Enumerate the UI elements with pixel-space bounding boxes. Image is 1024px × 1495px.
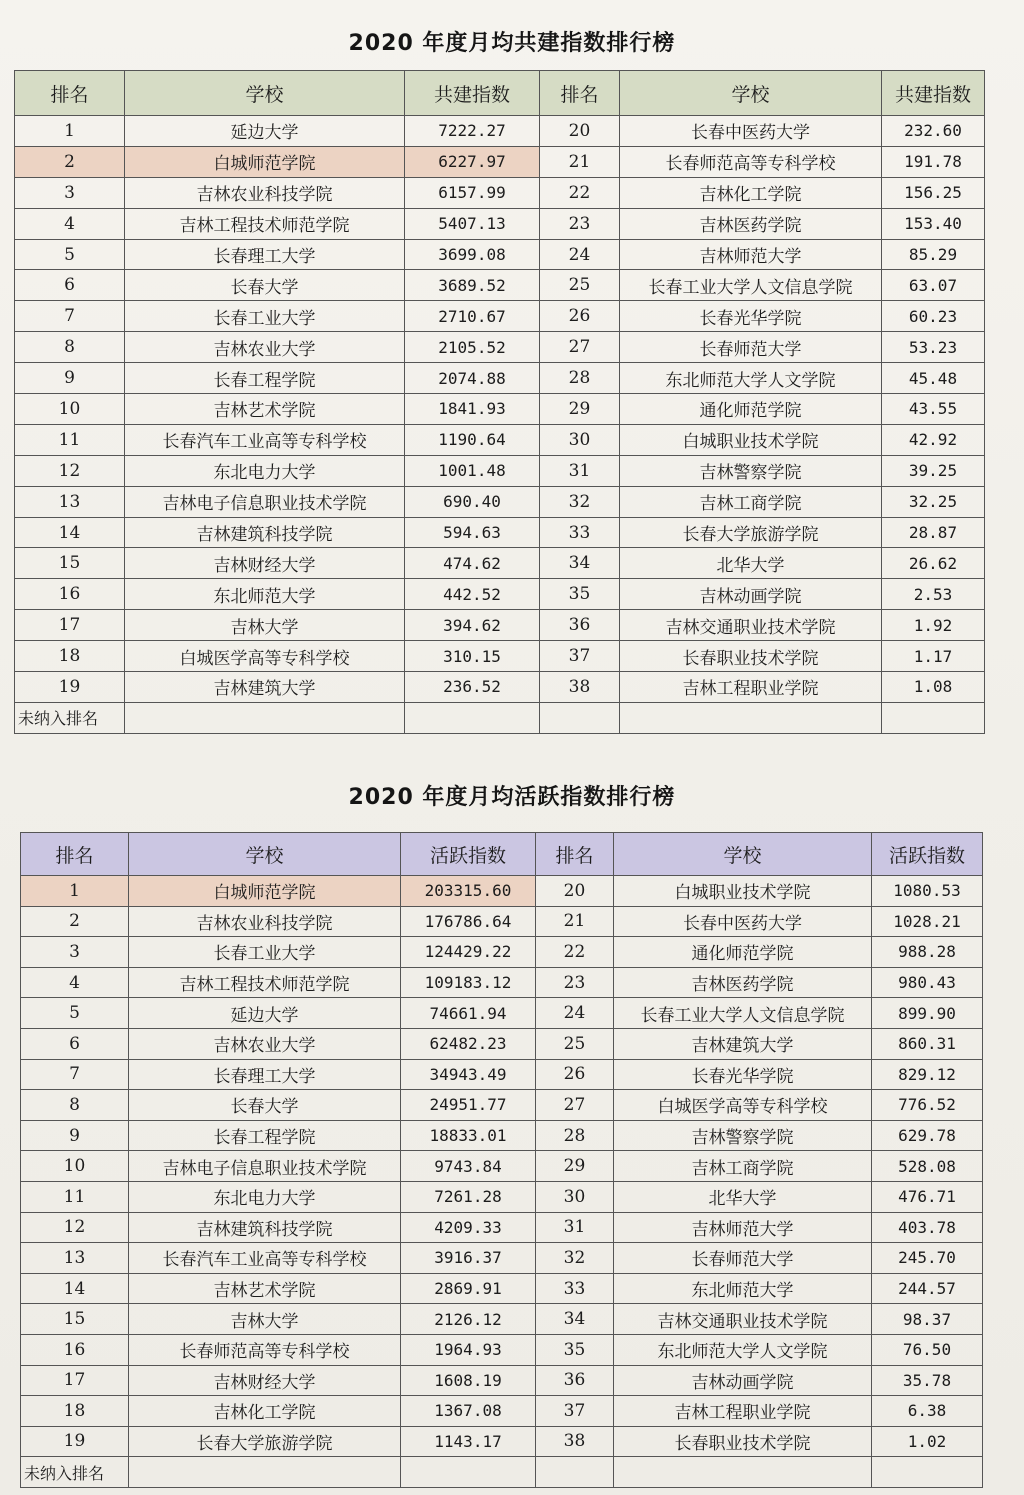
table-row [15, 301, 985, 332]
index-cell: 236.52 [405, 672, 540, 703]
table-row [21, 937, 983, 968]
index-cell: 1080.53 [872, 876, 983, 907]
school-cell: 长春中医药大学 [614, 906, 872, 937]
index-cell: 1.17 [882, 641, 985, 672]
rank-cell: 22 [540, 177, 620, 208]
school-cell: 吉林财经大学 [125, 548, 405, 579]
rank-cell: 25 [536, 1028, 614, 1059]
empty-cell [401, 1457, 536, 1488]
table-row [21, 1365, 983, 1396]
table-row [21, 1059, 983, 1090]
index-cell: 24951.77 [401, 1090, 536, 1121]
school-cell: 通化师范学院 [614, 937, 872, 968]
rank-cell: 1 [21, 876, 129, 907]
index-cell: 1367.08 [401, 1396, 536, 1427]
school-cell: 吉林工程职业学院 [614, 1396, 872, 1427]
school-cell: 白城医学高等专科学校 [125, 641, 405, 672]
rank-cell: 32 [536, 1243, 614, 1274]
school-cell: 吉林交通职业技术学院 [614, 1304, 872, 1335]
table-row [21, 1212, 983, 1243]
index-cell: 1.02 [872, 1426, 983, 1457]
rank-cell: 3 [21, 937, 129, 968]
school-cell: 长春工程学院 [129, 1120, 401, 1151]
rank-cell: 10 [21, 1151, 129, 1182]
table-row [15, 610, 985, 641]
index-cell: 980.43 [872, 967, 983, 998]
table-row [21, 1273, 983, 1304]
school-cell: 北华大学 [614, 1181, 872, 1212]
school-cell: 吉林建筑大学 [125, 672, 405, 703]
school-cell: 长春大学 [129, 1090, 401, 1121]
empty-cell [620, 702, 882, 733]
rank-cell: 9 [21, 1120, 129, 1151]
table-row [21, 1090, 983, 1121]
index-cell: 403.78 [872, 1212, 983, 1243]
rank-cell: 6 [15, 270, 125, 301]
index-cell: 45.48 [882, 363, 985, 394]
empty-cell [872, 1457, 983, 1488]
rank-cell: 10 [15, 394, 125, 425]
school-cell: 吉林建筑科技学院 [129, 1212, 401, 1243]
header-school: 学校 [129, 833, 401, 876]
table-header-row [21, 833, 983, 876]
index-cell: 1190.64 [405, 424, 540, 455]
rank-cell: 30 [536, 1181, 614, 1212]
school-cell: 东北师范大学人文学院 [614, 1334, 872, 1365]
school-cell: 白城职业技术学院 [620, 424, 882, 455]
rank-cell: 35 [536, 1334, 614, 1365]
table-row [15, 579, 985, 610]
index-cell: 124429.22 [401, 937, 536, 968]
rank-cell: 18 [15, 641, 125, 672]
rank-cell: 24 [540, 239, 620, 270]
table-row [15, 672, 985, 703]
rank-cell: 13 [21, 1243, 129, 1274]
index-cell: 1964.93 [401, 1334, 536, 1365]
rank-cell: 2 [15, 146, 125, 177]
rank-cell: 16 [21, 1334, 129, 1365]
index-cell: 3689.52 [405, 270, 540, 301]
school-cell: 白城师范学院 [125, 146, 405, 177]
school-cell: 长春职业技术学院 [620, 641, 882, 672]
header-school: 学校 [614, 833, 872, 876]
school-cell: 北华大学 [620, 548, 882, 579]
school-cell: 东北师范大学人文学院 [620, 363, 882, 394]
activity-index-table [20, 832, 983, 1488]
index-cell: 176786.64 [401, 906, 536, 937]
rank-cell: 31 [536, 1212, 614, 1243]
index-cell: 53.23 [882, 332, 985, 363]
index-cell: 42.92 [882, 424, 985, 455]
table-row [15, 208, 985, 239]
rank-cell: 19 [15, 672, 125, 703]
index-cell: 594.63 [405, 517, 540, 548]
school-cell: 吉林艺术学院 [125, 394, 405, 425]
header-index: 活跃指数 [872, 833, 983, 876]
rank-cell: 34 [540, 548, 620, 579]
rank-cell: 5 [15, 239, 125, 270]
rank-cell: 13 [15, 486, 125, 517]
header-index: 活跃指数 [401, 833, 536, 876]
rank-cell: 7 [21, 1059, 129, 1090]
school-cell: 通化师范学院 [620, 394, 882, 425]
school-cell: 吉林工程技术师范学院 [129, 967, 401, 998]
rank-cell: 8 [21, 1090, 129, 1121]
empty-cell [536, 1457, 614, 1488]
school-cell: 长春汽车工业高等专科学校 [129, 1243, 401, 1274]
empty-cell [882, 702, 985, 733]
index-cell: 4209.33 [401, 1212, 536, 1243]
school-cell: 长春师范大学 [614, 1243, 872, 1274]
school-cell: 白城师范学院 [129, 876, 401, 907]
rank-cell: 36 [540, 610, 620, 641]
table-row [15, 455, 985, 486]
index-cell: 776.52 [872, 1090, 983, 1121]
school-cell: 吉林工商学院 [620, 486, 882, 517]
index-cell: 442.52 [405, 579, 540, 610]
school-cell: 吉林农业科技学院 [129, 906, 401, 937]
rank-cell: 27 [536, 1090, 614, 1121]
rank-cell: 12 [15, 455, 125, 486]
rank-cell: 23 [540, 208, 620, 239]
school-cell: 长春汽车工业高等专科学校 [125, 424, 405, 455]
school-cell: 长春光华学院 [620, 301, 882, 332]
rank-cell: 36 [536, 1365, 614, 1396]
index-cell: 153.40 [882, 208, 985, 239]
index-cell: 1143.17 [401, 1426, 536, 1457]
header-index: 共建指数 [882, 71, 985, 116]
index-cell: 394.62 [405, 610, 540, 641]
rank-cell: 15 [15, 548, 125, 579]
school-cell: 吉林警察学院 [620, 455, 882, 486]
index-cell: 203315.60 [401, 876, 536, 907]
school-cell: 长春理工大学 [125, 239, 405, 270]
index-cell: 2074.88 [405, 363, 540, 394]
school-cell: 长春大学 [125, 270, 405, 301]
school-cell: 吉林警察学院 [614, 1120, 872, 1151]
rank-cell: 4 [21, 967, 129, 998]
table-row [21, 1334, 983, 1365]
rank-cell: 29 [540, 394, 620, 425]
index-cell: 9743.84 [401, 1151, 536, 1182]
school-cell: 吉林电子信息职业技术学院 [125, 486, 405, 517]
index-cell: 6157.99 [405, 177, 540, 208]
index-cell: 35.78 [872, 1365, 983, 1396]
index-cell: 244.57 [872, 1273, 983, 1304]
table-row [21, 906, 983, 937]
table-row [21, 1304, 983, 1335]
index-cell: 63.07 [882, 270, 985, 301]
school-cell: 延边大学 [129, 998, 401, 1029]
index-cell: 690.40 [405, 486, 540, 517]
index-cell: 1028.21 [872, 906, 983, 937]
rank-cell: 35 [540, 579, 620, 610]
rank-cell: 11 [15, 424, 125, 455]
rank-cell: 21 [536, 906, 614, 937]
index-cell: 2.53 [882, 579, 985, 610]
index-cell: 1841.93 [405, 394, 540, 425]
school-cell: 长春工业大学 [125, 301, 405, 332]
header-school: 学校 [125, 71, 405, 116]
rank-cell: 38 [540, 672, 620, 703]
school-cell: 延边大学 [125, 116, 405, 147]
rank-cell: 7 [15, 301, 125, 332]
school-cell: 长春师范大学 [620, 332, 882, 363]
empty-cell [405, 702, 540, 733]
school-cell: 吉林大学 [129, 1304, 401, 1335]
index-cell: 2710.67 [405, 301, 540, 332]
school-cell: 吉林农业大学 [125, 332, 405, 363]
rank-cell: 22 [536, 937, 614, 968]
rank-cell: 23 [536, 967, 614, 998]
table-row [21, 1028, 983, 1059]
school-cell: 吉林交通职业技术学院 [620, 610, 882, 641]
table-row [15, 517, 985, 548]
index-cell: 1001.48 [405, 455, 540, 486]
table-row [15, 177, 985, 208]
index-cell: 2105.52 [405, 332, 540, 363]
table2-title: 2020 年度月均活跃指数排行榜 [348, 785, 676, 810]
rank-cell: 17 [15, 610, 125, 641]
index-cell: 34943.49 [401, 1059, 536, 1090]
index-cell: 829.12 [872, 1059, 983, 1090]
rank-cell: 8 [15, 332, 125, 363]
index-cell: 6.38 [872, 1396, 983, 1427]
empty-cell [614, 1457, 872, 1488]
rank-cell: 26 [540, 301, 620, 332]
table-row [21, 876, 983, 907]
school-cell: 吉林建筑大学 [614, 1028, 872, 1059]
school-cell: 东北师范大学 [125, 579, 405, 610]
header-rank: 排名 [15, 71, 125, 116]
rank-cell: 28 [536, 1120, 614, 1151]
rank-cell: 33 [540, 517, 620, 548]
table-row [15, 116, 985, 147]
index-cell: 191.78 [882, 146, 985, 177]
school-cell: 东北电力大学 [129, 1181, 401, 1212]
school-cell: 吉林电子信息职业技术学院 [129, 1151, 401, 1182]
rank-cell: 37 [540, 641, 620, 672]
rank-cell: 33 [536, 1273, 614, 1304]
header-rank: 排名 [21, 833, 129, 876]
table-row [21, 1181, 983, 1212]
rank-cell: 6 [21, 1028, 129, 1059]
school-cell: 长春工业大学 [129, 937, 401, 968]
index-cell: 860.31 [872, 1028, 983, 1059]
index-cell: 528.08 [872, 1151, 983, 1182]
school-cell: 东北师范大学 [614, 1273, 872, 1304]
table-row [15, 239, 985, 270]
unranked-row [21, 1457, 983, 1488]
index-cell: 899.90 [872, 998, 983, 1029]
rank-cell: 1 [15, 116, 125, 147]
table1-title: 2020 年度月均共建指数排行榜 [348, 31, 676, 56]
rank-cell: 25 [540, 270, 620, 301]
rank-cell: 16 [15, 579, 125, 610]
index-cell: 5407.13 [405, 208, 540, 239]
school-cell: 吉林医药学院 [614, 967, 872, 998]
school-cell: 长春中医药大学 [620, 116, 882, 147]
rank-cell: 24 [536, 998, 614, 1029]
table-row [15, 332, 985, 363]
header-index: 共建指数 [405, 71, 540, 116]
school-cell: 吉林工程职业学院 [620, 672, 882, 703]
table-row [21, 1151, 983, 1182]
index-cell: 474.62 [405, 548, 540, 579]
table-row [21, 1396, 983, 1427]
index-cell: 85.29 [882, 239, 985, 270]
school-cell: 长春大学旅游学院 [620, 517, 882, 548]
rank-cell: 31 [540, 455, 620, 486]
index-cell: 7222.27 [405, 116, 540, 147]
rank-cell: 30 [540, 424, 620, 455]
co-construction-index-table [14, 70, 985, 734]
index-cell: 18833.01 [401, 1120, 536, 1151]
index-cell: 3699.08 [405, 239, 540, 270]
index-cell: 245.70 [872, 1243, 983, 1274]
index-cell: 26.62 [882, 548, 985, 579]
school-cell: 长春光华学院 [614, 1059, 872, 1090]
table-row [21, 998, 983, 1029]
empty-cell [129, 1457, 401, 1488]
school-cell: 吉林动画学院 [620, 579, 882, 610]
table-row [15, 486, 985, 517]
school-cell: 长春工业大学人文信息学院 [620, 270, 882, 301]
index-cell: 629.78 [872, 1120, 983, 1151]
index-cell: 310.15 [405, 641, 540, 672]
rank-cell: 2 [21, 906, 129, 937]
rank-cell: 4 [15, 208, 125, 239]
school-cell: 吉林建筑科技学院 [125, 517, 405, 548]
unranked-label: 未纳入排名 [15, 702, 125, 733]
school-cell: 白城职业技术学院 [614, 876, 872, 907]
index-cell: 156.25 [882, 177, 985, 208]
rank-cell: 19 [21, 1426, 129, 1457]
index-cell: 74661.94 [401, 998, 536, 1029]
index-cell: 2869.91 [401, 1273, 536, 1304]
table-row [21, 1243, 983, 1274]
school-cell: 长春理工大学 [129, 1059, 401, 1090]
school-cell: 长春工业大学人文信息学院 [614, 998, 872, 1029]
empty-cell [125, 702, 405, 733]
school-cell: 吉林动画学院 [614, 1365, 872, 1396]
index-cell: 60.23 [882, 301, 985, 332]
index-cell: 43.55 [882, 394, 985, 425]
school-cell: 吉林化工学院 [129, 1396, 401, 1427]
index-cell: 988.28 [872, 937, 983, 968]
header-rank: 排名 [536, 833, 614, 876]
rank-cell: 26 [536, 1059, 614, 1090]
rank-cell: 17 [21, 1365, 129, 1396]
index-cell: 39.25 [882, 455, 985, 486]
school-cell: 吉林艺术学院 [129, 1273, 401, 1304]
school-cell: 长春师范高等专科学校 [129, 1334, 401, 1365]
table-row [21, 1426, 983, 1457]
index-cell: 28.87 [882, 517, 985, 548]
rank-cell: 20 [540, 116, 620, 147]
unranked-row [15, 702, 985, 733]
index-cell: 476.71 [872, 1181, 983, 1212]
index-cell: 1608.19 [401, 1365, 536, 1396]
school-cell: 吉林农业科技学院 [125, 177, 405, 208]
rank-cell: 14 [21, 1273, 129, 1304]
table-row [21, 1120, 983, 1151]
school-cell: 东北电力大学 [125, 455, 405, 486]
rank-cell: 28 [540, 363, 620, 394]
index-cell: 7261.28 [401, 1181, 536, 1212]
table-row [15, 363, 985, 394]
index-cell: 76.50 [872, 1334, 983, 1365]
school-cell: 吉林师范大学 [620, 239, 882, 270]
rank-cell: 29 [536, 1151, 614, 1182]
table-row [15, 270, 985, 301]
index-cell: 1.08 [882, 672, 985, 703]
header-rank: 排名 [540, 71, 620, 116]
school-cell: 长春大学旅游学院 [129, 1426, 401, 1457]
school-cell: 吉林大学 [125, 610, 405, 641]
rank-cell: 5 [21, 998, 129, 1029]
table-header-row [15, 71, 985, 116]
rank-cell: 20 [536, 876, 614, 907]
school-cell: 白城医学高等专科学校 [614, 1090, 872, 1121]
rank-cell: 37 [536, 1396, 614, 1427]
rank-cell: 11 [21, 1181, 129, 1212]
rank-cell: 21 [540, 146, 620, 177]
index-cell: 6227.97 [405, 146, 540, 177]
rank-cell: 15 [21, 1304, 129, 1335]
table-row [15, 641, 985, 672]
school-cell: 长春工程学院 [125, 363, 405, 394]
index-cell: 98.37 [872, 1304, 983, 1335]
table-row [15, 548, 985, 579]
school-cell: 吉林农业大学 [129, 1028, 401, 1059]
school-cell: 长春职业技术学院 [614, 1426, 872, 1457]
rank-cell: 18 [21, 1396, 129, 1427]
school-cell: 吉林工程技术师范学院 [125, 208, 405, 239]
index-cell: 3916.37 [401, 1243, 536, 1274]
rank-cell: 38 [536, 1426, 614, 1457]
index-cell: 1.92 [882, 610, 985, 641]
table-row [15, 146, 985, 177]
school-cell: 吉林医药学院 [620, 208, 882, 239]
rank-cell: 14 [15, 517, 125, 548]
rank-cell: 27 [540, 332, 620, 363]
rank-cell: 3 [15, 177, 125, 208]
rank-cell: 12 [21, 1212, 129, 1243]
school-cell: 吉林财经大学 [129, 1365, 401, 1396]
table-row [15, 424, 985, 455]
rank-cell: 9 [15, 363, 125, 394]
rank-cell: 32 [540, 486, 620, 517]
school-cell: 吉林工商学院 [614, 1151, 872, 1182]
table-row [15, 394, 985, 425]
empty-cell [540, 702, 620, 733]
index-cell: 2126.12 [401, 1304, 536, 1335]
unranked-label: 未纳入排名 [21, 1457, 129, 1488]
table-row [21, 967, 983, 998]
index-cell: 109183.12 [401, 967, 536, 998]
rank-cell: 34 [536, 1304, 614, 1335]
index-cell: 32.25 [882, 486, 985, 517]
school-cell: 吉林化工学院 [620, 177, 882, 208]
index-cell: 232.60 [882, 116, 985, 147]
school-cell: 吉林师范大学 [614, 1212, 872, 1243]
school-cell: 长春师范高等专科学校 [620, 146, 882, 177]
header-school: 学校 [620, 71, 882, 116]
index-cell: 62482.23 [401, 1028, 536, 1059]
